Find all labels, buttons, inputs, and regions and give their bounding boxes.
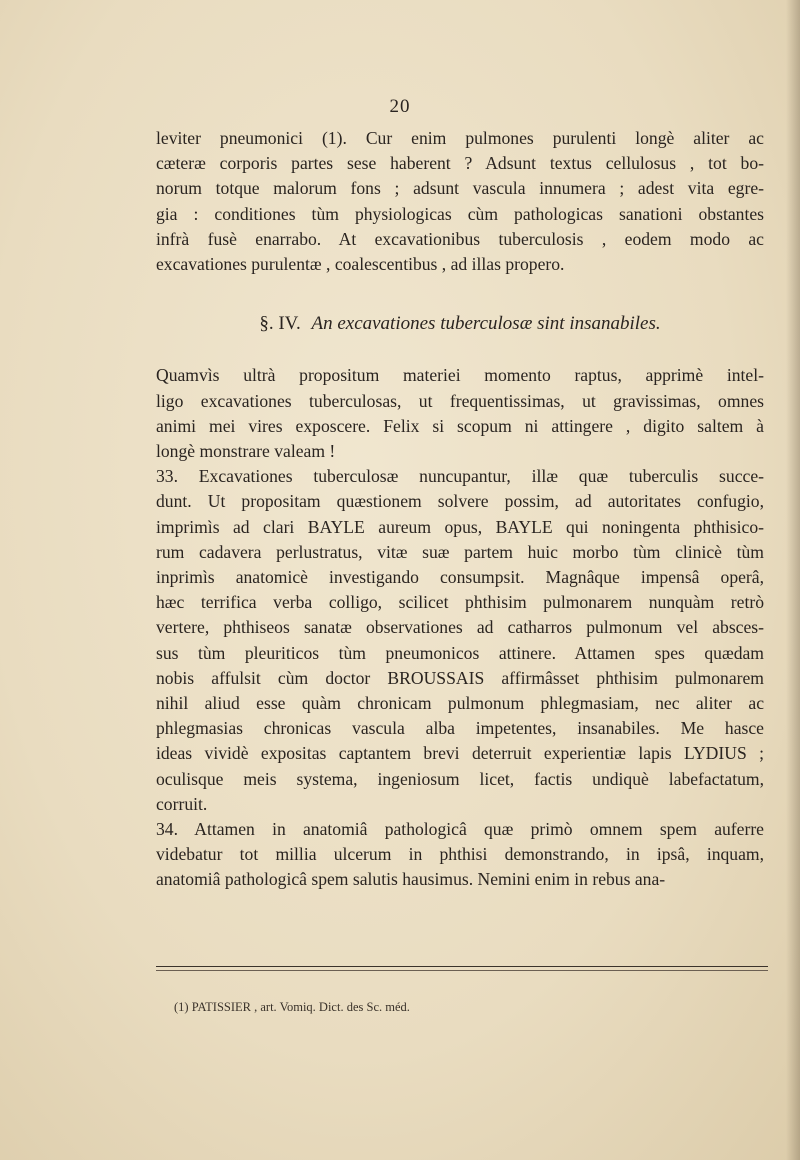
paragraph-3 xyxy=(156,464,764,817)
text-line: anatomiâ pathologicâ spem salutis hausimus. Nemini enim in rebus ana- xyxy=(156,869,666,890)
section-heading xyxy=(156,311,764,336)
paragraph-1 xyxy=(156,126,764,277)
text-line: leviter pneumonici (1). Cur enim pulmones purulenti longè aliter ac xyxy=(156,128,764,148)
page-edge-shadow xyxy=(786,0,800,1160)
text-line: ligo excavationes tuberculosas, ut frequentissimas, ut gravissimas, omnes xyxy=(156,390,764,411)
text-line: longè monstrare valeam ! xyxy=(156,441,336,462)
text-line: Quamvìs ultrà propositum materiei momento raptus, apprimè intel- xyxy=(156,365,764,386)
page-body xyxy=(156,126,764,893)
text-line: corruit. xyxy=(156,793,208,814)
text-line: excavationes purulentæ , coalescentibus , ad illas propero. xyxy=(156,254,565,275)
text-line: oculisque meis systema, ingeniosum licet, factis undiquè labefactatum, xyxy=(156,768,764,789)
text-line: inprimìs anatomicè investigando consumpsit. Magnâque impensâ operâ, xyxy=(156,567,764,588)
text-line: ideas vividè expositas captantem brevi deterruit experientiæ lapis LYDIUS ; xyxy=(156,743,764,764)
page-number: 20 xyxy=(389,96,411,117)
text-line: dunt. Ut propositam quæstionem solvere possim, ad autoritates confugio, xyxy=(156,491,764,512)
footnote-rule-thin xyxy=(156,970,768,971)
text-line: phlegmasias chronicas vascula alba impetentes, insanabiles. Me hasce xyxy=(156,718,764,739)
footnote: (1) PATISSIER , art. Vomiq. Dict. des Sc. méd. xyxy=(174,1000,410,1014)
text-line: nobis affulsit cùm doctor BROUSSAIS affirmâsset phthisim pulmonarem xyxy=(156,667,764,688)
section-title: An excavationes tuberculosæ sint insanabiles. xyxy=(311,313,661,335)
paragraph-2 xyxy=(156,363,764,464)
paragraph-4 xyxy=(156,817,764,893)
text-line: hæc terrifica verba colligo, scilicet phthisim pulmonarem nunquàm retrò xyxy=(156,592,764,613)
text-line: norum totque malorum fons ; adsunt vascula innumera ; adest vita egre- xyxy=(156,178,764,199)
text-line: animi mei vires exposcere. Felix si scopum ni attingere , digito saltem à xyxy=(156,415,764,436)
section-number: §. IV. xyxy=(259,313,301,335)
text-line: imprimìs ad clari BAYLE aureum opus, BAYLE qui noningenta phthisico- xyxy=(156,516,764,537)
text-line: nihil aliud esse quàm chronicam pulmonum phlegmasiam, nec aliter ac xyxy=(156,693,764,714)
text-line: sus tùm pleuriticos tùm pneumonicos attinere. Attamen spes quædam xyxy=(156,642,764,663)
footnote-rule xyxy=(156,966,768,967)
text-line: videbatur tot millia ulcerum in phthisi demonstrando, in ipsâ, inquam, xyxy=(156,844,764,865)
text-line: vertere, phthiseos sanatæ observationes ad catharros pulmonum vel absces- xyxy=(156,617,764,638)
text-line: gia : conditiones tùm physiologicas cùm pathologicas sanationi obstantes xyxy=(156,203,764,224)
text-line: 34. Attamen in anatomiâ pathologicâ quæ primò omnem spem auferre xyxy=(156,819,764,840)
text-line: 33. Excavationes tuberculosæ nuncupantur, illæ quæ tuberculis succe- xyxy=(156,466,764,487)
text-line: rum cadavera perlustratus, vitæ suæ partem huic morbo tùm clinicè tùm xyxy=(156,541,764,562)
text-line: cæteræ corporis partes sese haberent ? Adsunt textus cellulosus , tot bo- xyxy=(156,153,764,174)
text-line: infrà fusè enarrabo. At excavationibus tuberculosis , eodem modo ac xyxy=(156,228,764,249)
